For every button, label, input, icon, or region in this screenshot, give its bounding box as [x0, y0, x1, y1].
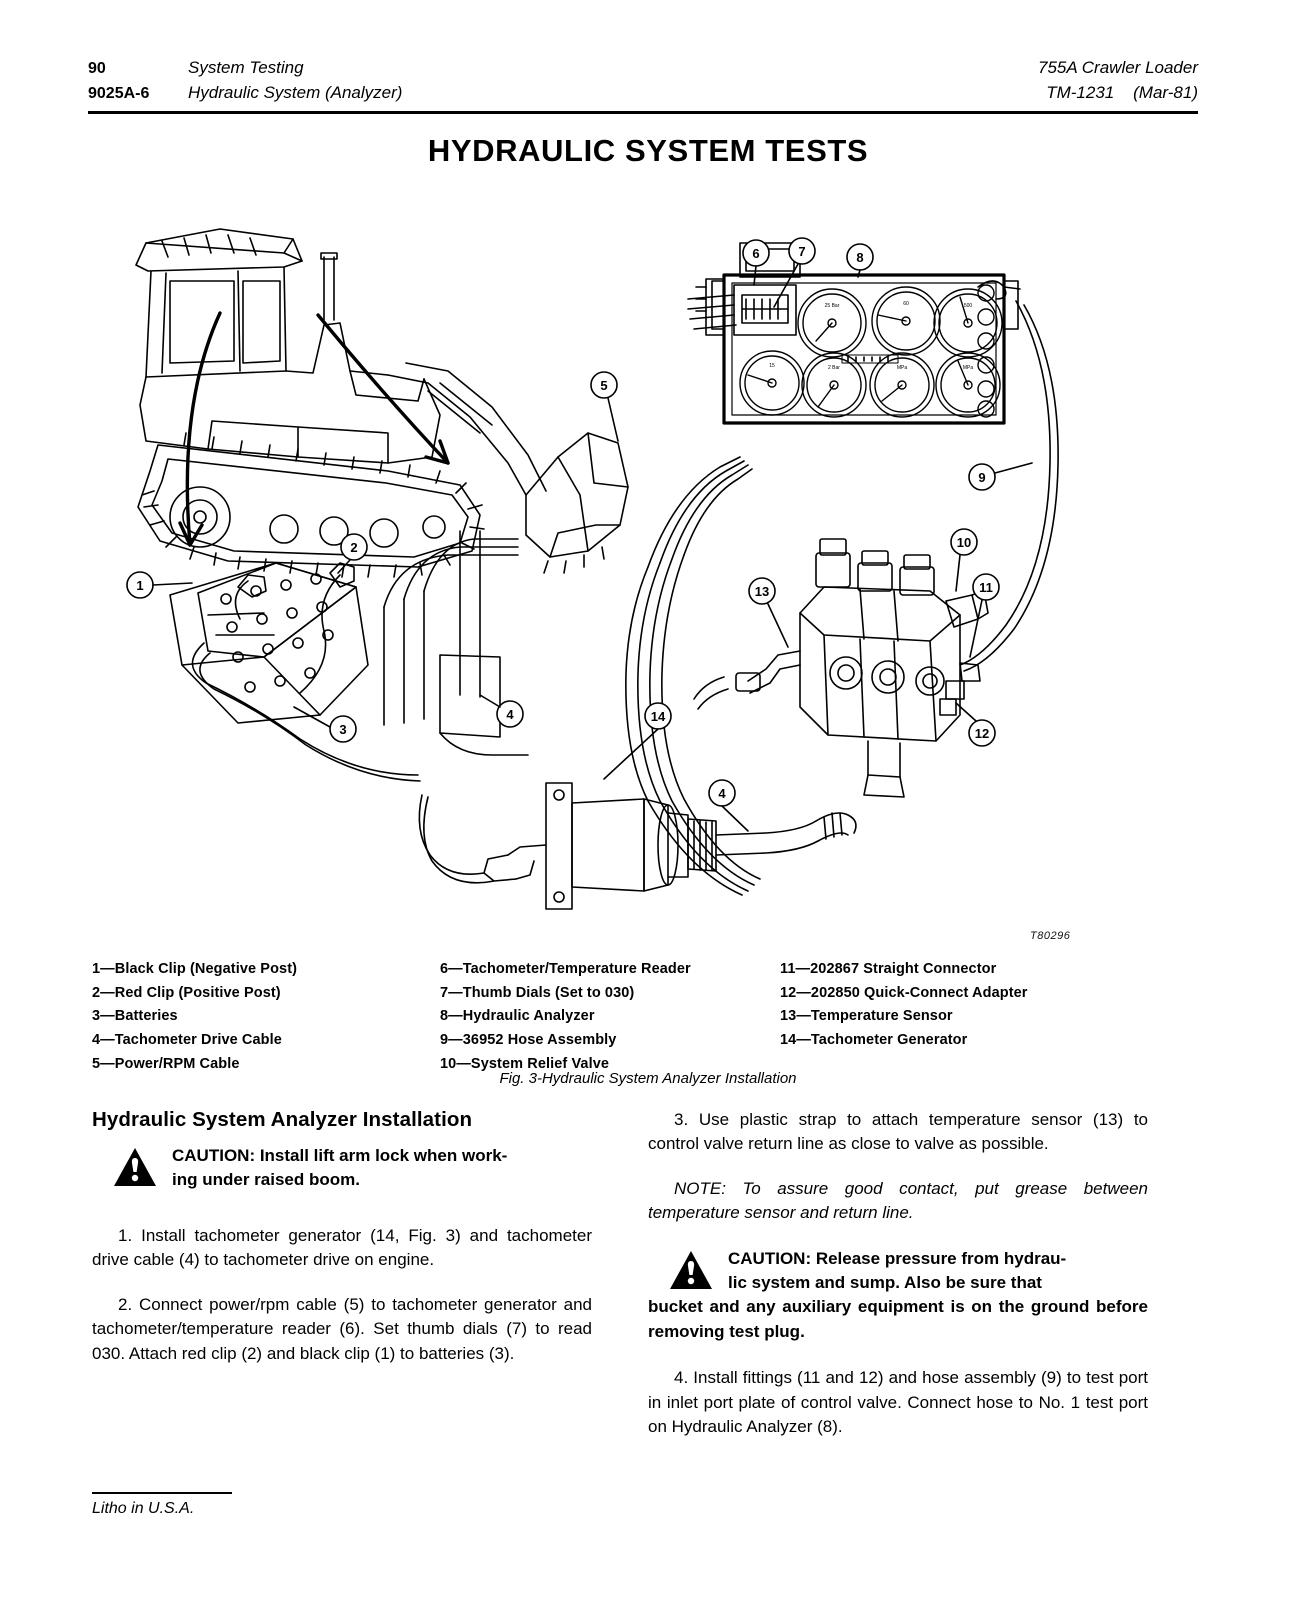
caution-line-1: CAUTION: Install lift arm lock when work- — [172, 1146, 508, 1165]
callout-markers — [127, 238, 1032, 831]
caution-line-1: CAUTION: Release pressure from hydrau- — [728, 1248, 1067, 1268]
step-2-paragraph: 2. Connect power/rpm cable (5) to tachometer generator and tachometer/temperature reader (6). Set thumb dials (7) to read 030. Attach red clip (2) and black clip (1) to batteries (3). — [92, 1295, 592, 1363]
legend-item: 10—System Relief Valve — [440, 1055, 610, 1072]
caution-line-rest: bucket and any auxiliary equipment is on the ground before removing test plug. — [648, 1297, 1148, 1341]
figure-legend — [92, 958, 1197, 1076]
caution-block-2 — [648, 1247, 1148, 1345]
page-number: 90 — [88, 60, 106, 77]
footer-rule — [92, 1492, 232, 1494]
step-1-paragraph: 1. Install tachometer generator (14, Fig. 3) and tachometer drive cable (4) to tachometer drive on engine. — [92, 1226, 592, 1270]
callout-6: 6 — [752, 246, 760, 261]
running-head-line-1 — [88, 56, 1198, 81]
legend-item: 2—Red Clip (Positive Post) — [92, 984, 281, 1001]
control-valve-drawing — [694, 539, 988, 797]
legend-item: 11—202867 Straight Connector — [780, 961, 997, 977]
running-head-line-2 — [88, 81, 1198, 106]
section-title: System Testing — [188, 58, 304, 77]
legend-item: 3—Batteries — [92, 1008, 178, 1025]
caution-line-2: ing under raised boom. — [172, 1170, 360, 1190]
caution-block-1 — [92, 1144, 592, 1202]
callout-7: 7 — [798, 244, 806, 259]
gauge-label-5: 2 Bar — [828, 365, 840, 371]
section-heading: Hydraulic System Analyzer Installation — [92, 1108, 473, 1131]
callout-3: 3 — [339, 722, 347, 737]
callout-12: 12 — [974, 726, 990, 741]
running-head — [88, 56, 1198, 105]
legend-item: 7—Thumb Dials (Set to 030) — [440, 984, 635, 1001]
legend-column-3 — [780, 958, 1140, 1076]
header-rule — [88, 111, 1198, 114]
callout-2: 2 — [350, 540, 358, 555]
legend-item: 1—Black Clip (Negative Post) — [92, 961, 298, 977]
note-paragraph: NOTE: To assure good contact, put grease between temperature sensor and return line. — [648, 1179, 1148, 1223]
callout-1: 1 — [136, 578, 144, 593]
body-text-columns — [92, 1108, 1202, 1460]
gauge-label-4: 15 — [769, 363, 775, 369]
gauge-label-2: 60 — [903, 301, 909, 307]
battery-compartment-drawing — [170, 531, 528, 781]
callout-14: 14 — [650, 709, 666, 724]
crawler-loader-drawing — [136, 229, 628, 577]
caution-text-2 — [648, 1247, 1148, 1345]
legend-item: 9—36952 Hose Assembly — [440, 1031, 617, 1048]
step-4-paragraph: 4. Install fittings (11 and 12) and hose assembly (9) to test port in inlet port plate of control valve. Connect hose to No. 1 test port on Hydraulic Analyzer (8). — [648, 1368, 1148, 1436]
right-column — [648, 1108, 1148, 1460]
hydraulic-analyzer-panel — [688, 243, 1020, 423]
caution-line-2: lic system and sump. Also be sure that — [728, 1272, 1042, 1292]
left-column — [92, 1108, 592, 1460]
legend-item: 8—Hydraulic Analyzer — [440, 1008, 595, 1025]
legend-item: 14—Tachometer Generator — [780, 1031, 968, 1048]
legend-column-1 — [92, 958, 440, 1076]
manual-number: TM-1231 (Mar-81) — [1046, 82, 1198, 102]
caution-text-1 — [92, 1144, 592, 1193]
caution-triangle-icon — [668, 1249, 714, 1291]
gauge-label-1: 25 Bar — [824, 303, 840, 309]
legend-item: 6—Tachometer/Temperature Reader — [440, 961, 691, 977]
page-title: HYDRAULIC SYSTEM TESTS — [427, 133, 869, 168]
callout-5: 5 — [600, 378, 608, 393]
step-3-paragraph: 3. Use plastic strap to attach temperature sensor (13) to control valve return line as close to valve as possible. — [648, 1110, 1148, 1154]
callout-11: 11 — [979, 580, 993, 595]
legend-item: 13—Temperature Sensor — [780, 1008, 953, 1025]
gauge-label-6: MPa — [896, 365, 908, 371]
legend-column-2 — [440, 958, 780, 1076]
callout-13: 13 — [754, 584, 770, 599]
callout-8: 8 — [856, 250, 864, 265]
caution-triangle-icon — [112, 1146, 158, 1188]
figure-caption: Fig. 3-Hydraulic System Analyzer Installation — [499, 1070, 797, 1087]
legend-item: 4—Tachometer Drive Cable — [92, 1031, 282, 1048]
callout-4-cable: 4 — [718, 786, 726, 801]
hose-bundle-drawing — [626, 457, 760, 895]
gauge-label-7: MPa — [962, 365, 974, 371]
litho-text: Litho in U.S.A. — [92, 1500, 195, 1517]
tachometer-generator-drawing — [419, 783, 856, 909]
callout-9: 9 — [978, 470, 986, 485]
callout-4-frame: 4 — [506, 707, 514, 722]
figure-illustration — [88, 195, 1198, 955]
gauge-label-3: 500 — [963, 303, 973, 309]
legend-item: 12—202850 Quick-Connect Adapter — [780, 984, 1028, 1001]
figure-code: T80296 — [1030, 930, 1071, 942]
machine-name: 755A Crawler Loader — [1037, 58, 1198, 77]
subsection-title: Hydraulic System (Analyzer) — [188, 82, 403, 102]
section-code: 9025A-6 — [88, 84, 150, 102]
callout-10: 10 — [956, 535, 972, 550]
legend-item: 5—Power/RPM Cable — [92, 1055, 240, 1072]
